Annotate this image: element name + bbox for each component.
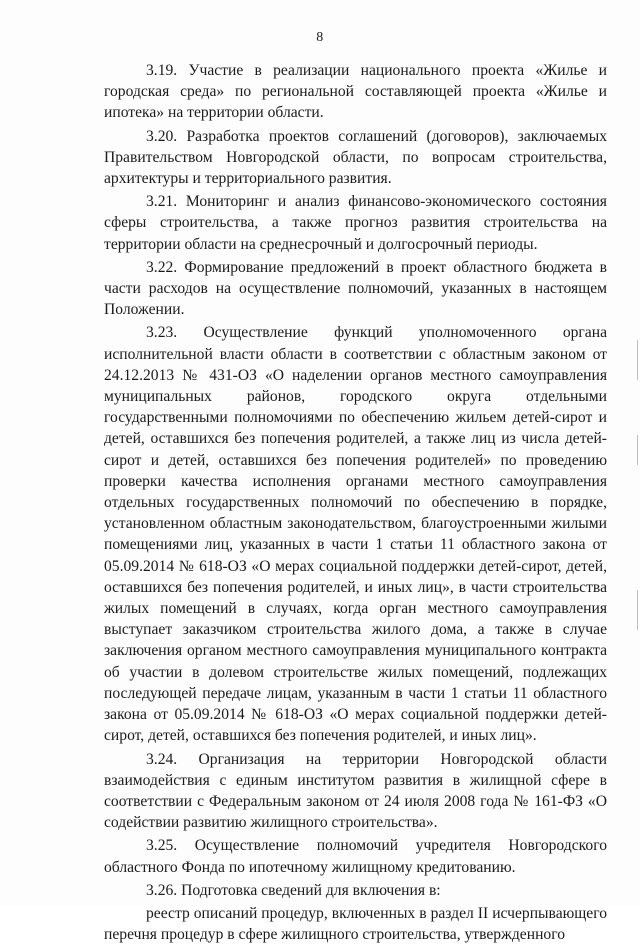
document-body <box>104 60 607 945</box>
paragraph-3-21: 3.21. Мониторинг и анализ финансово-экономического состояния сферы строительства, а также прогноз развития строительства на территории области на среднесрочный и долгосрочный периоды. <box>104 193 607 253</box>
scan-mark <box>637 435 638 465</box>
paragraph-3-24: 3.24. Организация на территории Новгородской области взаимодействия с единым институтом развития в жилищной сфере в соответствии с Федеральным законом от 24 июля 2008 года № 161-ФЗ «О содействии развитию жилищного строительства». <box>104 750 607 832</box>
paragraph-3-19: 3.19. Участие в реализации национального проекта «Жилье и городская среда» по региональной составляющей проекта «Жилье и ипотека» на территории области. <box>104 62 607 122</box>
paragraph-3-22: 3.22. Формирование предложений в проект областного бюджета в части расходов на осуществление полномочий, указанных в настоящем Положении. <box>104 258 607 319</box>
paragraph-3-25: 3.25. Осуществление полномочий учредителя Новгородского областного Фонда по ипотечному жилищному кредитованию. <box>104 837 607 876</box>
scan-margin-marks <box>634 340 638 640</box>
paragraph-3-23: 3.23. Осуществление функций уполномоченного органа исполнительной власти области в соответствии с областным законом от 24.12.2013 № 431-ОЗ «О наделении органов местного самоуправления муниципальных районов, городского округа отдельными государственными полномочиями по обеспечению жильем детей-сирот и детей, оставшихся без попечения родителей, а также лиц из числа детей-сирот и детей, оставшихся без попечения родителей» по проведению проверки качества исполнения органами местного самоуправления отдельных государственных полномочий по обеспечению в порядке, установленном областным законодательством, благоустроенными жилыми помещениями лиц, указанных в части 1 статьи 11 областного закона от 05.09.2014 № 618-ОЗ «О мерах социальной поддержки детей-сирот, детей, оставшихся без попечения родителей, и иных лиц», в части строительства жилых помещений в случаях, когда орган местного самоуправления выступает заказчиком строительства жилого дома, а также в случае заключения органом местного самоуправления муниципального контракта об участии в долевом строительстве жилых помещений, подлежащих последующей передаче лицам, указанным в части 1 статьи 11 областного закона от 05.09.2014 № 618-ОЗ «О мерах социальной поддержки детей-сирот, детей, оставшихся без попечения родителей, и иных лиц». <box>104 324 607 745</box>
paragraph-3-20: 3.20. Разработка проектов соглашений (договоров), заключаемых Правительством Новгородской области, по вопросам строительства, архитектуры и территориального развития. <box>104 127 607 188</box>
page-number: 8 <box>316 30 324 45</box>
paragraph-3-26: 3.26. Подготовка сведений для включения в: <box>146 881 441 899</box>
scan-mark <box>637 590 638 630</box>
scan-mark <box>637 340 638 380</box>
paragraph-3-26-item: реестр описаний процедур, включенных в раздел II исчерпывающего перечня процедур в сфере жилищного строительства, утвержденного <box>104 904 607 944</box>
